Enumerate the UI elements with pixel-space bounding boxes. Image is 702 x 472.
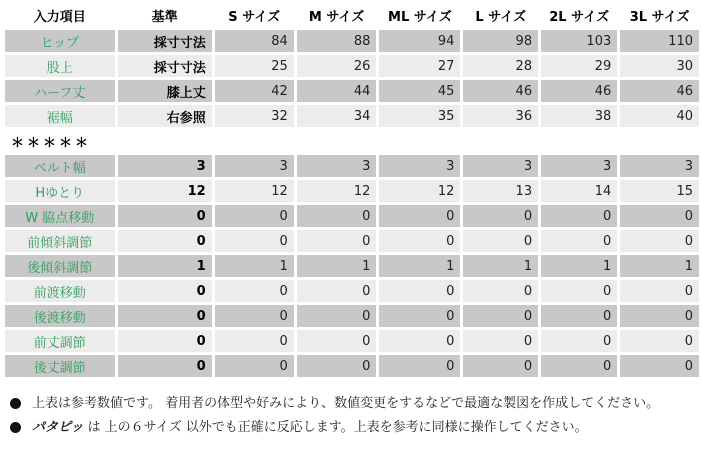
size-value-cell: 0	[463, 230, 538, 252]
table-body	[5, 30, 699, 377]
note-2-body: は 上の６サイズ 以外でも正確に反応します。上表を参考に同様に操作してください。	[87, 420, 588, 435]
size-value-cell: 1	[379, 255, 460, 277]
row-label: 裾幅	[5, 105, 115, 127]
size-value-cell: 0	[541, 330, 617, 352]
table-row	[5, 105, 699, 127]
row-standard: 右参照	[118, 105, 212, 127]
row-standard: 0	[118, 205, 212, 227]
size-value-cell: 0	[297, 280, 377, 302]
size-value-cell: 98	[463, 30, 538, 52]
size-value-cell: 0	[379, 355, 460, 377]
table-row	[5, 355, 699, 377]
size-value-cell: 25	[215, 55, 294, 77]
size-value-cell: 42	[215, 80, 294, 102]
size-value-cell: 14	[541, 180, 617, 202]
size-value-cell: 28	[463, 55, 538, 77]
table-row	[5, 55, 699, 77]
size-value-cell: 0	[379, 305, 460, 327]
size-value-cell: 13	[463, 180, 538, 202]
row-standard: 0	[118, 280, 212, 302]
size-value-cell: 40	[620, 105, 699, 127]
size-value-cell: 88	[297, 30, 377, 52]
size-value-cell: 0	[297, 330, 377, 352]
row-standard: 0	[118, 355, 212, 377]
table-row	[5, 280, 699, 302]
size-value-cell: 0	[541, 230, 617, 252]
size-value-cell: 0	[215, 305, 294, 327]
size-value-cell: 0	[379, 205, 460, 227]
table-row	[5, 205, 699, 227]
size-value-cell: 103	[541, 30, 617, 52]
row-label: W 脇点移動	[5, 205, 115, 227]
size-value-cell: 0	[379, 280, 460, 302]
table-row	[5, 180, 699, 202]
col-header-input-item: 入力項目	[33, 9, 86, 25]
size-value-cell: 0	[463, 330, 538, 352]
size-value-cell: 0	[620, 280, 699, 302]
size-value-cell: 0	[215, 205, 294, 227]
size-value-cell: 1	[215, 255, 294, 277]
size-value-cell: 46	[541, 80, 617, 102]
size-value-cell: 12	[297, 180, 377, 202]
separator-row	[5, 130, 699, 152]
size-value-cell: 0	[620, 205, 699, 227]
size-value-cell: 46	[463, 80, 538, 102]
size-value-cell: 3	[215, 155, 294, 177]
row-label: ハーフ丈	[5, 80, 115, 102]
size-value-cell: 36	[463, 105, 538, 127]
size-value-cell: 0	[620, 355, 699, 377]
row-label: 前渡移動	[5, 280, 115, 302]
row-standard: 3	[118, 155, 212, 177]
note-2	[10, 418, 696, 438]
size-value-cell: 0	[620, 230, 699, 252]
size-value-cell: 0	[463, 205, 538, 227]
row-standard: 採寸寸法	[118, 30, 212, 52]
size-value-cell: 3	[297, 155, 377, 177]
table-row	[5, 80, 699, 102]
table-row	[5, 305, 699, 327]
table-row	[5, 230, 699, 252]
size-value-cell: 0	[541, 205, 617, 227]
size-value-cell: 44	[297, 80, 377, 102]
size-value-cell: 3	[463, 155, 538, 177]
size-value-cell: 1	[463, 255, 538, 277]
table-row	[5, 30, 699, 52]
size-value-cell: 110	[620, 30, 699, 52]
col-header-l: L サイズ	[475, 9, 527, 25]
size-table	[2, 0, 702, 380]
size-value-cell: 32	[215, 105, 294, 127]
size-value-cell: 46	[620, 80, 699, 102]
size-value-cell: 0	[541, 355, 617, 377]
row-standard: 採寸寸法	[118, 55, 212, 77]
note-1	[10, 394, 696, 414]
row-label: 後丈調節	[5, 355, 115, 377]
size-value-cell: 0	[297, 305, 377, 327]
size-value-cell: 0	[541, 280, 617, 302]
size-value-cell: 0	[379, 230, 460, 252]
size-value-cell: 30	[620, 55, 699, 77]
header-row	[5, 3, 699, 27]
row-standard: 12	[118, 180, 212, 202]
size-value-cell: 0	[541, 305, 617, 327]
row-label: 前丈調節	[5, 330, 115, 352]
col-header-m: M サイズ	[308, 9, 365, 25]
size-value-cell: 0	[297, 205, 377, 227]
size-value-cell: 12	[215, 180, 294, 202]
size-value-cell: 35	[379, 105, 460, 127]
size-value-cell: 26	[297, 55, 377, 77]
row-standard: 0	[118, 330, 212, 352]
size-value-cell: 38	[541, 105, 617, 127]
separator-stars: ＊＊＊＊＊	[5, 130, 699, 152]
size-value-cell: 27	[379, 55, 460, 77]
note-2-text	[32, 418, 696, 438]
col-header-s: S サイズ	[228, 9, 281, 25]
note-1-text: 上表は参考数値です。 着用者の体型や好みにより、数値変更をするなどで最適な製図を作成してください。	[32, 396, 660, 411]
col-header-3l: 3L サイズ	[629, 9, 690, 25]
size-value-cell: 3	[379, 155, 460, 177]
table-row	[5, 155, 699, 177]
row-standard: 膝上丈	[118, 80, 212, 102]
notes	[10, 394, 696, 442]
col-header-2l: 2L サイズ	[549, 9, 610, 25]
brand-name: パタピッ	[32, 420, 84, 435]
size-value-cell: 0	[297, 230, 377, 252]
bullet-icon	[10, 422, 21, 433]
size-value-cell: 3	[620, 155, 699, 177]
col-header-standard: 基準	[151, 9, 178, 25]
row-standard: 1	[118, 255, 212, 277]
bullet-icon	[10, 398, 21, 409]
row-standard: 0	[118, 230, 212, 252]
size-value-cell: 1	[541, 255, 617, 277]
size-value-cell: 0	[215, 280, 294, 302]
size-value-cell: 1	[620, 255, 699, 277]
size-value-cell: 0	[463, 355, 538, 377]
col-header-ml: ML サイズ	[388, 9, 452, 25]
size-value-cell: 12	[379, 180, 460, 202]
size-value-cell: 29	[541, 55, 617, 77]
size-value-cell: 15	[620, 180, 699, 202]
row-standard: 0	[118, 305, 212, 327]
table-row	[5, 330, 699, 352]
size-value-cell: 84	[215, 30, 294, 52]
size-value-cell: 1	[297, 255, 377, 277]
size-value-cell: 0	[463, 305, 538, 327]
size-value-cell: 3	[541, 155, 617, 177]
row-label: 前傾斜調節	[5, 230, 115, 252]
row-label: 後渡移動	[5, 305, 115, 327]
size-value-cell: 94	[379, 30, 460, 52]
size-value-cell: 0	[620, 305, 699, 327]
size-value-cell: 0	[215, 230, 294, 252]
row-label: 股上	[5, 55, 115, 77]
row-label: 後傾斜調節	[5, 255, 115, 277]
row-label: Hゆとり	[5, 180, 115, 202]
row-label: ベルト幅	[5, 155, 115, 177]
row-label: ヒップ	[5, 30, 115, 52]
table-row	[5, 255, 699, 277]
size-value-cell: 45	[379, 80, 460, 102]
size-value-cell: 0	[379, 330, 460, 352]
size-value-cell: 0	[297, 355, 377, 377]
size-value-cell: 0	[463, 280, 538, 302]
size-value-cell: 0	[215, 355, 294, 377]
size-value-cell: 0	[215, 330, 294, 352]
size-value-cell: 34	[297, 105, 377, 127]
size-value-cell: 0	[620, 330, 699, 352]
